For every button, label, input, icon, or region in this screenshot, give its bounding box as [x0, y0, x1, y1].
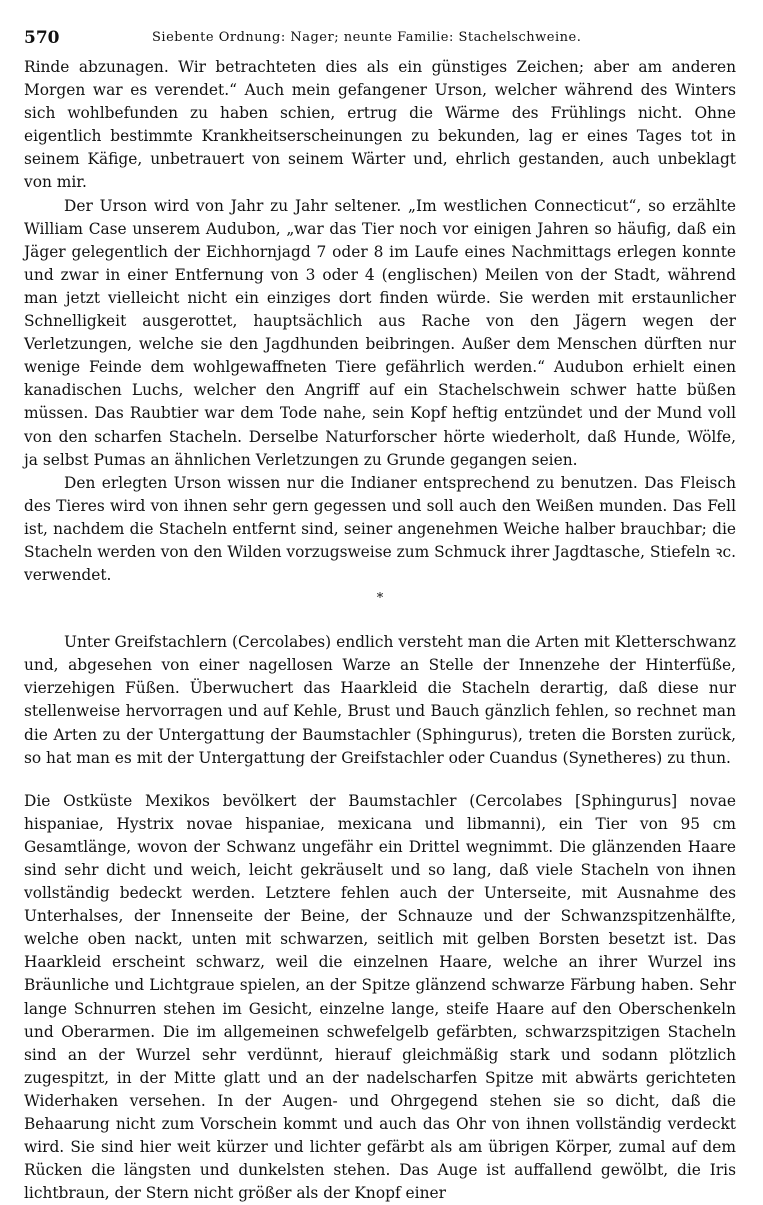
page-number: 570	[24, 28, 60, 48]
paragraph-baumstachler: Die Ostküste Mexikos bevölkert der Baumstachler (Cercolabes [Sphingurus] novae hispaniae, Hystrix novae hispaniae, mexicana und libmanni), ein Tier von 95 cm Gesamtlänge, wovon der Schwanz ungefähr ein Drittel wegnimmt. Die glänzenden Haare sind sehr dicht und weich, leicht gekräuselt und so lang, daß viele Stacheln von ihnen vollständig bedeckt werden. Letztere fehlen auch der Unterseite, mit Ausnahme des Unterhalses, der Innenseite der Beine, der Schnauze und der Schwanzspitzenhälfte, welche oben nackt, unten mit schwarzen, seitlich mit gelben Borsten besetzt ist. Das Haarkleid erscheint schwarz, weil die einzelnen Haare, welche an ihrer Wurzel ins Bräunliche und Lichtgraue spielen, an der Spitze glänzend schwarze Färbung haben. Sehr lange Schnurren stehen im Gesicht, einzelne lange, steife Haare auf den Oberschenkeln und Oberarmen. Die im allgemeinen schwefelgelb gefärbten, schwarzspitzigen Stacheln sind an der Wurzel sehr verdünnt, hierauf gleichmäßig stark und sodann plötzlich zugespitzt, in der Mitte glatt und an der nadelscharfen Spitze mit abwärts gerichteten Widerhaken versehen. In der Augen- und Ohrgegend stehen sie so dicht, daß die Behaarung nicht zum Vorschein kommt und auch das Ohr von ihnen vollständig verdeckt wird. Sie sind hier weit kürzer und lichter gefärbt als am übrigen Körper, zumal auf dem Rücken die längsten und dunkelsten stehen. Das Auge ist auffallend gewölbt, die Iris lichtbraun, der Stern nicht größer als der Knopf einer	[24, 791, 736, 1203]
page-header	[24, 24, 736, 56]
paragraph-urson-rarity: Der Urson wird von Jahr zu Jahr seltener. „Im westlichen Connecticut“, so erzählte William Case unserem Audubon, „war das Tier noch vor einigen Jahren so häufig, daß ein Jäger gelegentlich der Eichhornjagd 7 oder 8 im Laufe eines Nachmittags erlegen konnte und zwar in einer Entfernung von 3 oder 4 (englischen) Meilen von der Stadt, während man jetzt vielleicht nicht ein einziges dort finden würde. Sie werden mit erstaunlicher Schnelligkeit ausgerottet, hauptsächlich aus Rache von den Jägern wegen der Verletzungen, welche sie den Jagdhunden beibringen. Außer dem Menschen dürften nur wenige Feinde dem wohlgewaffneten Tiere gefährlich werden.“ Audubon erhielt einen kanadischen Luchs, welcher den Angriff auf ein Stachelschwein schwer hatte büßen müssen. Das Raubtier war dem Tode nahe, sein Kopf heftig entzündet und der Mund voll von den scharfen Stacheln. Derselbe Naturforscher hörte wiederholt, daß Hunde, Wölfe, ja selbst Pumas an ähnlichen Verletzungen zu Grunde gegangen seien.	[24, 196, 736, 469]
book-page	[24, 24, 736, 1205]
paragraph-continued: Rinde abzunagen. Wir betrachteten dies als ein günstiges Zeichen; aber am anderen Morgen war es verendet.“ Auch mein gefangener Urson, welcher während des Winters sich wohlbefunden zu haben schien, ertrug die Wärme des Frühlings nicht. Ohne eigentlich bestimmte Krankheitserscheinungen zu bekunden, lag er eines Tages tot in seinem Käfige, unbetrauert von seinem Wärter und, ehrlich gestanden, auch unbeklagt von mir.	[24, 58, 736, 192]
section-separator: *	[376, 591, 384, 607]
paragraph-urson-use: Den erlegten Urson wissen nur die Indianer entsprechend zu benutzen. Das Fleisch des Tieres wird von ihnen sehr gern gegessen und soll auch den Weißen munden. Das Fell ist, nachdem die Stacheln entfernt sind, seiner angenehmen Weiche halber brauchbar; die Stacheln werden von den Wilden vorzugsweise zum Schmuck ihrer Jagdtasche, Stiefeln ꝛc. verwendet.	[24, 473, 736, 585]
running-head: Siebente Ordnung: Nager; neunte Familie: Stachelschweine.	[152, 30, 582, 45]
section-gap	[24, 770, 736, 790]
paragraph-greifstachler: Unter Greifstachlern (Cercolabes) endlich versteht man die Arten mit Kletterschwanz und, abgesehen von einer nagellosen Warze an Stelle der Innenzehe der Hinterfüße, vierzehigen Füßen. Überwuchert das Haarkleid die Stacheln derartig, daß diese nur stellenweise hervorragen und auf Kehle, Brust und Bauch gänzlich fehlen, so rechnet man die Arten zu der Untergattung der Baumstachler (Sphingurus), treten die Borsten zurück, so hat man es mit der Untergattung der Greifstachler oder Cuandus (Synetheres) zu thun.	[24, 633, 736, 767]
